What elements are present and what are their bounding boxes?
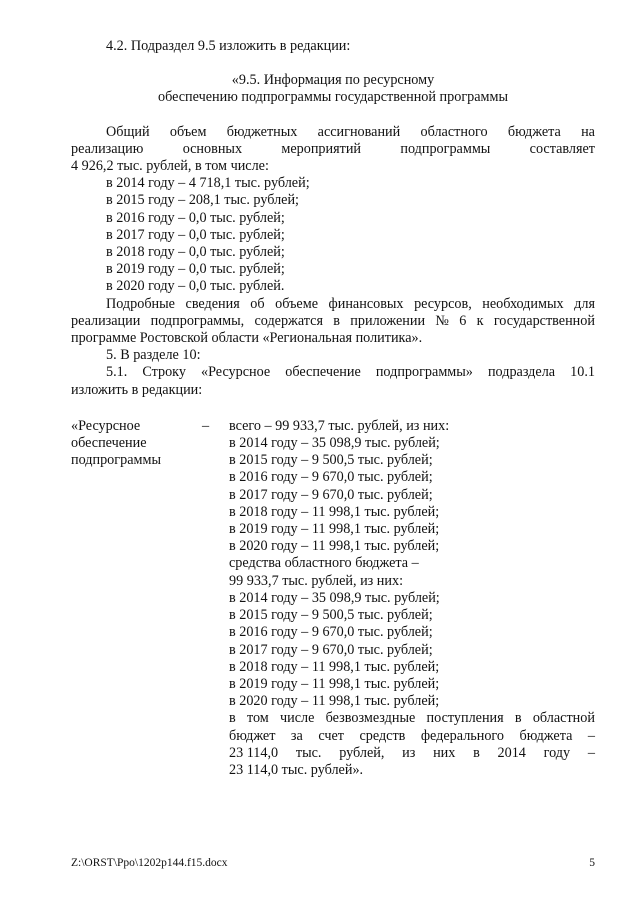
tleft-line: обеспечение bbox=[71, 435, 147, 452]
tright-line: в 2016 году – 9 670,0 тыс. рублей; bbox=[229, 624, 433, 641]
word: 6 bbox=[459, 312, 467, 329]
tright-line: в 2018 году – 11 998,1 тыс. рублей; bbox=[229, 503, 440, 520]
paragraph-details bbox=[71, 296, 595, 330]
word: государственной bbox=[493, 312, 595, 329]
page-number: 5 bbox=[589, 857, 595, 869]
word: мероприятий bbox=[281, 140, 362, 157]
tright-line: в 2017 году – 9 670,0 тыс. рублей; bbox=[229, 486, 433, 503]
word: тыс. bbox=[295, 744, 322, 761]
word: том bbox=[246, 710, 269, 727]
word: составляет bbox=[529, 140, 595, 157]
word: Общий bbox=[106, 123, 150, 140]
word: безвозмездные bbox=[325, 710, 416, 727]
word: 10.1 bbox=[570, 364, 595, 381]
resource-table-row bbox=[71, 418, 595, 779]
word: в bbox=[229, 710, 236, 727]
footer-file-path: Z:\ORST\Ppo\1202p144.f15.docx bbox=[71, 857, 228, 869]
tright-line: в 2019 году – 11 998,1 тыс. рублей; bbox=[229, 675, 440, 692]
word: реализацию bbox=[71, 140, 144, 157]
word: объем bbox=[169, 123, 207, 140]
word: объеме bbox=[275, 295, 319, 312]
word: федерального bbox=[420, 727, 504, 744]
section-title-line-2: обеспечению подпрограммы государственной программы bbox=[157, 89, 509, 106]
word: Подробные bbox=[106, 295, 175, 312]
word: числе bbox=[280, 710, 315, 727]
para1-line bbox=[71, 141, 595, 158]
word: приложении bbox=[350, 312, 426, 329]
word: счет bbox=[318, 727, 344, 744]
years-line: в 2018 году – 0,0 тыс. рублей; bbox=[106, 244, 285, 261]
word: «Ресурсное bbox=[201, 364, 271, 381]
years-line: в 2016 году – 0,0 тыс. рублей; bbox=[106, 209, 285, 226]
tright-line: в 2014 году – 35 098,9 тыс. рублей; bbox=[229, 435, 440, 452]
word: подпрограммы, bbox=[150, 312, 245, 329]
tright-line: в 2019 году – 11 998,1 тыс. рублей; bbox=[229, 521, 440, 538]
years-line: в 2020 году – 0,0 тыс. рублей. bbox=[106, 278, 285, 295]
resource-table-value-cell bbox=[229, 418, 595, 779]
trightjust-line bbox=[229, 745, 595, 762]
word: № bbox=[435, 312, 449, 329]
word: в bbox=[333, 312, 340, 329]
item-5: 5. В разделе 10: bbox=[106, 347, 201, 364]
word: 5.1. bbox=[106, 364, 128, 381]
word: подпрограммы bbox=[400, 140, 491, 157]
item-5-1 bbox=[71, 364, 595, 381]
word: бюджет bbox=[229, 727, 276, 744]
paragraph-details-line-3: программе Ростовской области «Региональная политика». bbox=[71, 330, 423, 347]
word: содержатся bbox=[254, 312, 323, 329]
word: об bbox=[250, 295, 265, 312]
word: рублей, bbox=[339, 744, 385, 761]
word: – bbox=[587, 727, 595, 744]
word: в bbox=[514, 710, 522, 727]
tright-line: в 2015 году – 9 500,5 тыс. рублей; bbox=[229, 607, 433, 624]
word: подпрограммы» bbox=[375, 364, 473, 381]
years-list bbox=[71, 175, 595, 295]
years-line: в 2019 году – 0,0 тыс. рублей; bbox=[106, 261, 285, 278]
tleft-line: подпрограммы bbox=[71, 452, 161, 469]
tright-line: средства областного бюджета – bbox=[229, 555, 419, 572]
section-title-line-1: «9.5. Информация по ресурсному bbox=[231, 72, 435, 89]
tright-line: в 2014 году – 35 098,9 тыс. рублей; bbox=[229, 589, 440, 606]
word: областного bbox=[420, 123, 488, 140]
section-intro: 4.2. Подраздел 9.5 изложить в редакции: bbox=[106, 38, 351, 54]
word: бюджета bbox=[519, 727, 573, 744]
trightjust-line bbox=[229, 728, 595, 745]
para2-line bbox=[71, 313, 595, 330]
word: обеспечение bbox=[285, 364, 361, 381]
word: ресурсов, bbox=[414, 295, 472, 312]
table-value-last-line: 23 114,0 тыс. рублей». bbox=[229, 761, 364, 778]
tright-line: в 2020 году – 11 998,1 тыс. рублей; bbox=[229, 693, 440, 710]
word: ассигнований bbox=[317, 123, 401, 140]
word: них bbox=[433, 744, 456, 761]
word: бюджетных bbox=[226, 123, 298, 140]
tright-line: в 2015 году – 9 500,5 тыс. рублей; bbox=[229, 452, 433, 469]
word: 23 114,0 bbox=[229, 744, 279, 761]
tright-line: всего – 99 933,7 тыс. рублей, из них: bbox=[229, 417, 450, 434]
word: необходимых bbox=[482, 295, 564, 312]
tright-line: в 2020 году – 11 998,1 тыс. рублей; bbox=[229, 538, 440, 555]
para1-line bbox=[71, 124, 595, 141]
document-page bbox=[71, 38, 595, 779]
para2-line bbox=[71, 296, 595, 313]
resource-table-label-cell bbox=[71, 418, 229, 779]
word: средств bbox=[359, 727, 406, 744]
tright-line: в 2018 году – 11 998,1 тыс. рублей; bbox=[229, 658, 440, 675]
years-line: в 2014 году – 4 718,1 тыс. рублей; bbox=[106, 175, 310, 192]
paragraph-budget-total bbox=[71, 124, 595, 158]
word: к bbox=[476, 312, 484, 329]
word: финансовых bbox=[328, 295, 404, 312]
paragraph-budget-total-line-3: 4 926,2 тыс. рублей, в том числе: bbox=[71, 158, 269, 175]
word: 2014 bbox=[497, 744, 526, 761]
word: году bbox=[543, 744, 571, 761]
word: поступления bbox=[426, 710, 504, 727]
years-line: в 2017 году – 0,0 тыс. рублей; bbox=[106, 226, 285, 243]
word: основных bbox=[182, 140, 243, 157]
word: реализации bbox=[71, 312, 141, 329]
tright-line: в 2017 году – 9 670,0 тыс. рублей; bbox=[229, 641, 433, 658]
item51-line bbox=[71, 364, 595, 381]
table-dash: – bbox=[202, 417, 210, 434]
word: из bbox=[402, 744, 416, 761]
word: в bbox=[473, 744, 480, 761]
word: для bbox=[574, 295, 595, 312]
tright-line: в 2016 году – 9 670,0 тыс. рублей; bbox=[229, 469, 433, 486]
word: бюджета bbox=[507, 123, 561, 140]
trightjust-line bbox=[229, 710, 595, 727]
years-line: в 2015 году – 208,1 тыс. рублей; bbox=[106, 192, 299, 209]
page-footer bbox=[71, 857, 595, 869]
word: областной bbox=[532, 710, 595, 727]
item-5-1-line-2: изложить в редакции: bbox=[71, 381, 203, 398]
word: сведения bbox=[185, 295, 240, 312]
tright-line: 99 933,7 тыс. рублей, из них: bbox=[229, 572, 404, 589]
word: – bbox=[587, 744, 595, 761]
word: подраздела bbox=[487, 364, 556, 381]
word: на bbox=[581, 123, 595, 140]
word: за bbox=[290, 727, 303, 744]
word: Строку bbox=[142, 364, 186, 381]
tleft-line: «Ресурсное bbox=[71, 417, 141, 434]
